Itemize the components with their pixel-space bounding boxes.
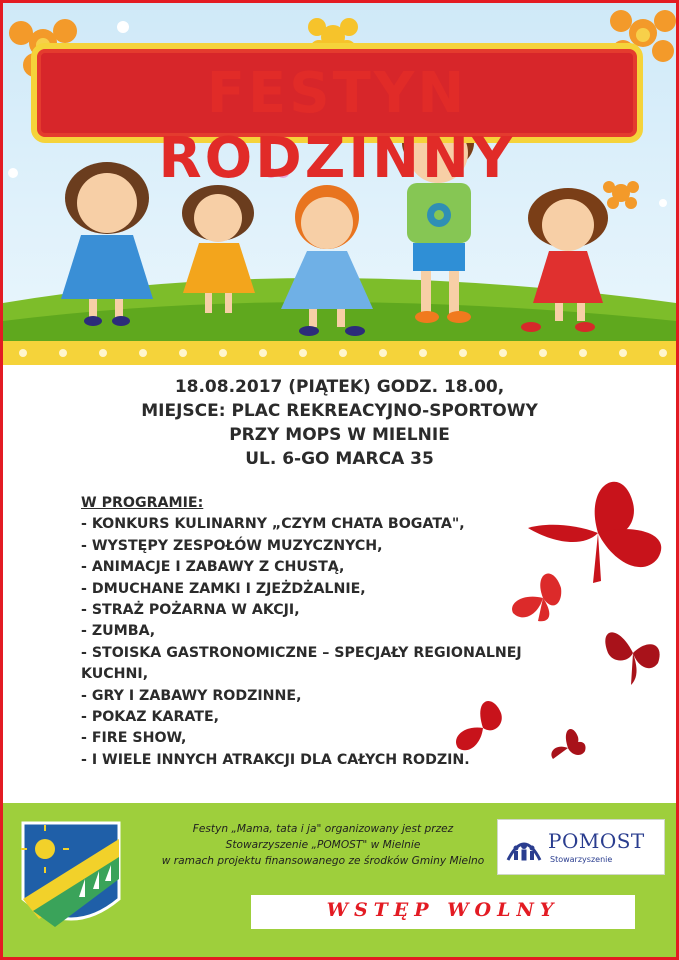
program-item: - ZUMBA, bbox=[81, 623, 156, 640]
pomost-subtitle: Stowarzyszenie bbox=[550, 855, 613, 864]
butterfly-icon bbox=[512, 574, 561, 622]
program-item: - STRAŻ POŻARNA W AKCJI, bbox=[81, 602, 300, 619]
organizer-credit bbox=[153, 821, 493, 869]
event-date: 18.08.2017 (PIĄTEK) GODZ. 18.00, bbox=[174, 377, 505, 397]
butterfly-icon bbox=[551, 729, 585, 759]
mielno-coat-of-arms bbox=[19, 819, 123, 939]
credit-line: Festyn „Mama, tata i ja" organizowany jest przez bbox=[192, 823, 454, 835]
program-item: - I WIELE INNYCH ATRAKCJI DLA CAŁYCH RODZIN. bbox=[81, 751, 470, 768]
program-item: - ANIMACJE I ZABAWY Z CHUSTĄ, bbox=[81, 559, 345, 576]
butterfly-icon bbox=[528, 482, 661, 583]
poster-title: FESTYN RODZINNY bbox=[158, 61, 516, 191]
program-item: - WYSTĘPY ZESPOŁÓW MUZYCZNYCH, bbox=[81, 537, 383, 554]
program-item: - STOISKA GASTRONOMICZNE – SPECJAŁY REGIONALNEJ bbox=[81, 644, 522, 661]
title-marquee bbox=[31, 43, 643, 191]
butterfly-icon bbox=[605, 632, 659, 685]
event-address: UL. 6-GO MARCA 35 bbox=[245, 449, 434, 469]
red-butterflies bbox=[433, 463, 676, 763]
credit-line: w ramach projektu finansowanego ze środków Gminy Mielno bbox=[161, 855, 485, 867]
event-place: MIEJSCE: PLAC REKREACYJNO-SPORTOWY bbox=[141, 401, 538, 421]
program-item: - POKAZ KARATE, bbox=[81, 709, 220, 726]
program-item: - GRY I ZABAWY RODZINNE, bbox=[81, 687, 302, 704]
program-item: KUCHNI, bbox=[81, 666, 149, 683]
program-item: - DMUCHANE ZAMKI I ZJEŻDŻALNIE, bbox=[81, 580, 366, 597]
butterfly-icon bbox=[456, 701, 502, 750]
free-entry-text: WSTĘP WOLNY bbox=[326, 899, 560, 921]
event-place-line2: PRZY MOPS W MIELNIE bbox=[229, 425, 450, 445]
hero-illustration bbox=[3, 3, 676, 365]
event-details bbox=[3, 375, 676, 471]
pomost-family-icon bbox=[504, 826, 544, 866]
credit-line: Stowarzyszenie „POMOST" w Mielnie bbox=[225, 839, 421, 851]
program-title: W PROGRAMIE: bbox=[81, 495, 204, 511]
program-item: - FIRE SHOW, bbox=[81, 730, 187, 747]
pomost-name: POMOST bbox=[548, 829, 645, 853]
program-item: - KONKURS KULINARNY „CZYM CHATA BOGATA", bbox=[81, 516, 465, 533]
